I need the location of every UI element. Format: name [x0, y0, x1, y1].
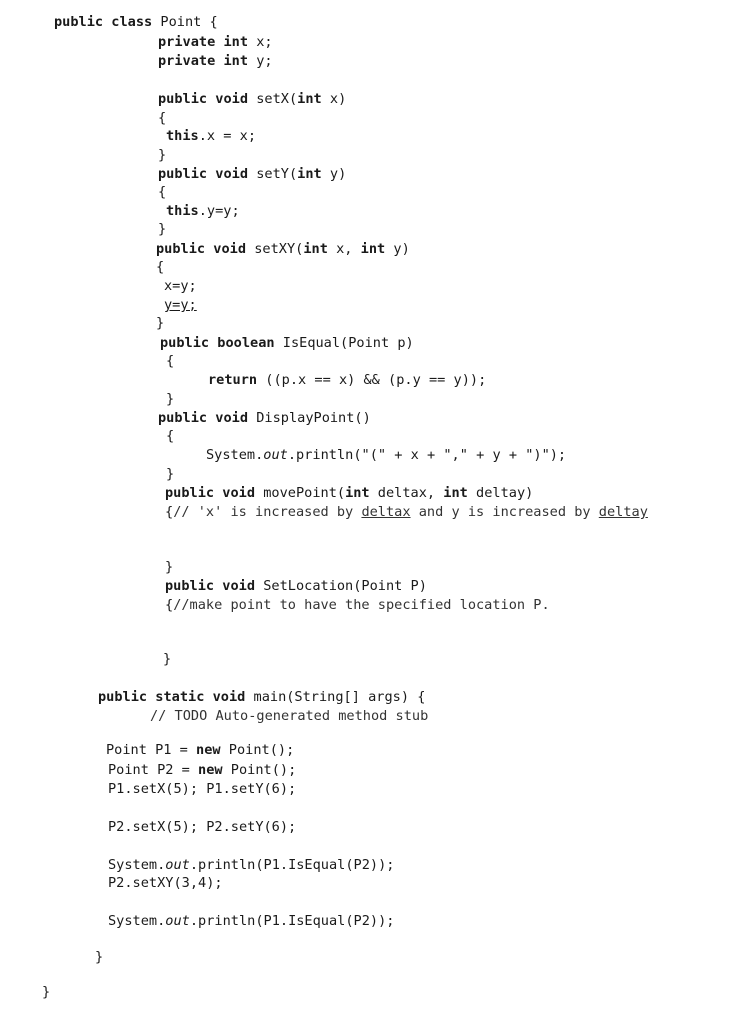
- code-line-22: [166, 427, 174, 445]
- code-line-40: [95, 948, 103, 966]
- code-line-38: [108, 874, 223, 892]
- code-line-3: [158, 52, 273, 70]
- code-token: System.: [108, 913, 166, 929]
- code-token: y): [385, 241, 410, 257]
- code-token: x,: [327, 241, 361, 257]
- code-token: y=y;: [164, 297, 197, 313]
- code-line-10: [166, 202, 240, 220]
- code-line-20: [166, 390, 174, 408]
- code-token: out: [165, 913, 190, 929]
- code-line-13: [156, 258, 164, 276]
- code-token: setY(: [248, 166, 298, 182]
- code-token: x): [321, 91, 347, 107]
- code-token: int: [303, 241, 328, 257]
- code-line-24: [166, 465, 174, 483]
- code-token: }: [95, 949, 104, 965]
- code-token: deltax,: [369, 485, 444, 501]
- code-line-7: [158, 146, 166, 164]
- code-token: out: [263, 447, 288, 463]
- code-token: x=y;: [164, 278, 197, 294]
- code-token: public void: [165, 578, 256, 594]
- code-line-17: [160, 334, 414, 352]
- code-token: .println(P1.IsEqual(P2));: [189, 857, 395, 873]
- code-token: Point {: [152, 14, 218, 30]
- code-token: DisplayPoint(): [248, 410, 371, 426]
- code-line-26: [165, 503, 648, 521]
- code-token: }: [158, 147, 167, 163]
- code-token: deltax: [361, 504, 411, 520]
- code-token: this: [166, 203, 199, 219]
- code-token: public void: [158, 166, 249, 182]
- code-token: deltay: [598, 504, 648, 520]
- code-line-41: [42, 983, 50, 1001]
- code-token: }: [42, 984, 51, 1000]
- code-line-29: [165, 596, 550, 614]
- code-token: .x = x;: [198, 128, 257, 144]
- code-token: setXY(: [246, 241, 304, 257]
- code-token: and y is increased by: [410, 504, 599, 520]
- code-line-12: [156, 240, 410, 258]
- code-token: //make point to have the specified location P.: [173, 597, 550, 613]
- code-line-27: [165, 558, 173, 576]
- code-token: int: [360, 241, 386, 257]
- code-token: System.: [206, 447, 264, 463]
- code-token: .println("(" + x + "," + y + ")");: [287, 447, 567, 463]
- code-token: int: [345, 485, 370, 501]
- code-token: y): [321, 166, 347, 182]
- code-token: Point();: [220, 742, 295, 758]
- code-token: IsEqual(Point p): [274, 335, 414, 351]
- code-line-34: [108, 761, 296, 779]
- code-line-6: [166, 127, 256, 145]
- code-token: new: [196, 742, 221, 758]
- code-line-9: [158, 183, 166, 201]
- code-token: {: [156, 259, 165, 275]
- code-token: SetLocation(Point P): [255, 578, 427, 594]
- code-line-1: [54, 13, 218, 31]
- code-token: return: [208, 372, 258, 388]
- code-token: y;: [248, 53, 273, 69]
- code-token: Point P1 =: [106, 742, 197, 758]
- code-line-33: [106, 741, 294, 759]
- code-token: .println(P1.IsEqual(P2));: [189, 913, 395, 929]
- code-line-18: [166, 352, 174, 370]
- code-line-30: [163, 650, 171, 668]
- code-token: {: [158, 110, 167, 126]
- code-token: public boolean: [160, 335, 275, 351]
- code-token: }: [163, 651, 172, 667]
- code-token: {: [166, 353, 175, 369]
- code-token: this: [166, 128, 199, 144]
- code-line-35: [108, 780, 296, 798]
- code-token: out: [165, 857, 190, 873]
- code-token: P1.setX(5); P1.setY(6);: [108, 781, 297, 797]
- code-line-11: [158, 220, 166, 238]
- code-token: // TODO Auto-generated method stub: [150, 708, 429, 724]
- code-token: .y=y;: [198, 203, 240, 219]
- code-token: }: [156, 315, 165, 331]
- code-token: int: [443, 485, 468, 501]
- code-line-5: [158, 109, 166, 127]
- code-token: private int: [158, 53, 249, 69]
- code-line-32: [150, 707, 428, 725]
- code-token: }: [166, 391, 175, 407]
- code-token: Point();: [222, 762, 297, 778]
- code-token: {: [158, 184, 167, 200]
- code-token: }: [158, 221, 167, 237]
- code-token: public void: [158, 410, 249, 426]
- code-line-19: [208, 371, 486, 389]
- code-token: }: [166, 466, 175, 482]
- code-token: int: [297, 166, 322, 182]
- code-token: }: [165, 559, 174, 575]
- code-token: public static void: [98, 689, 246, 705]
- code-token: P2.setX(5); P2.setY(6);: [108, 819, 297, 835]
- code-line-31: [98, 688, 425, 706]
- code-line-15: [164, 296, 197, 314]
- code-token: P2.setXY(3,4);: [108, 875, 223, 891]
- code-token: public class: [54, 14, 153, 30]
- code-line-8: [158, 165, 346, 183]
- code-line-39: [108, 912, 394, 930]
- code-line-2: [158, 33, 273, 51]
- code-token: private int: [158, 34, 249, 50]
- code-token: {: [166, 428, 175, 444]
- code-line-21: [158, 409, 371, 427]
- code-token: // 'x' is increased by: [173, 504, 362, 520]
- code-token: movePoint(: [255, 485, 346, 501]
- code-token: Point P2 =: [108, 762, 199, 778]
- code-token: public void: [165, 485, 256, 501]
- code-line-14: [164, 277, 197, 295]
- code-token: x;: [248, 34, 273, 50]
- code-token: {: [165, 597, 174, 613]
- code-line-36: [108, 818, 296, 836]
- code-token: new: [198, 762, 223, 778]
- code-token: setX(: [248, 91, 298, 107]
- code-token: int: [297, 91, 322, 107]
- code-line-4: [158, 90, 346, 108]
- code-token: public void: [156, 241, 247, 257]
- code-line-23: [206, 446, 566, 464]
- code-line-16: [156, 314, 164, 332]
- code-line-28: [165, 577, 427, 595]
- code-token: ((p.x == x) && (p.y == y));: [257, 372, 487, 388]
- code-line-37: [108, 856, 394, 874]
- code-token: main(String[] args) {: [245, 689, 426, 705]
- code-token: System.: [108, 857, 166, 873]
- code-token: public void: [158, 91, 249, 107]
- code-token: deltay): [467, 485, 534, 501]
- code-line-25: [165, 484, 533, 502]
- code-token: {: [165, 504, 174, 520]
